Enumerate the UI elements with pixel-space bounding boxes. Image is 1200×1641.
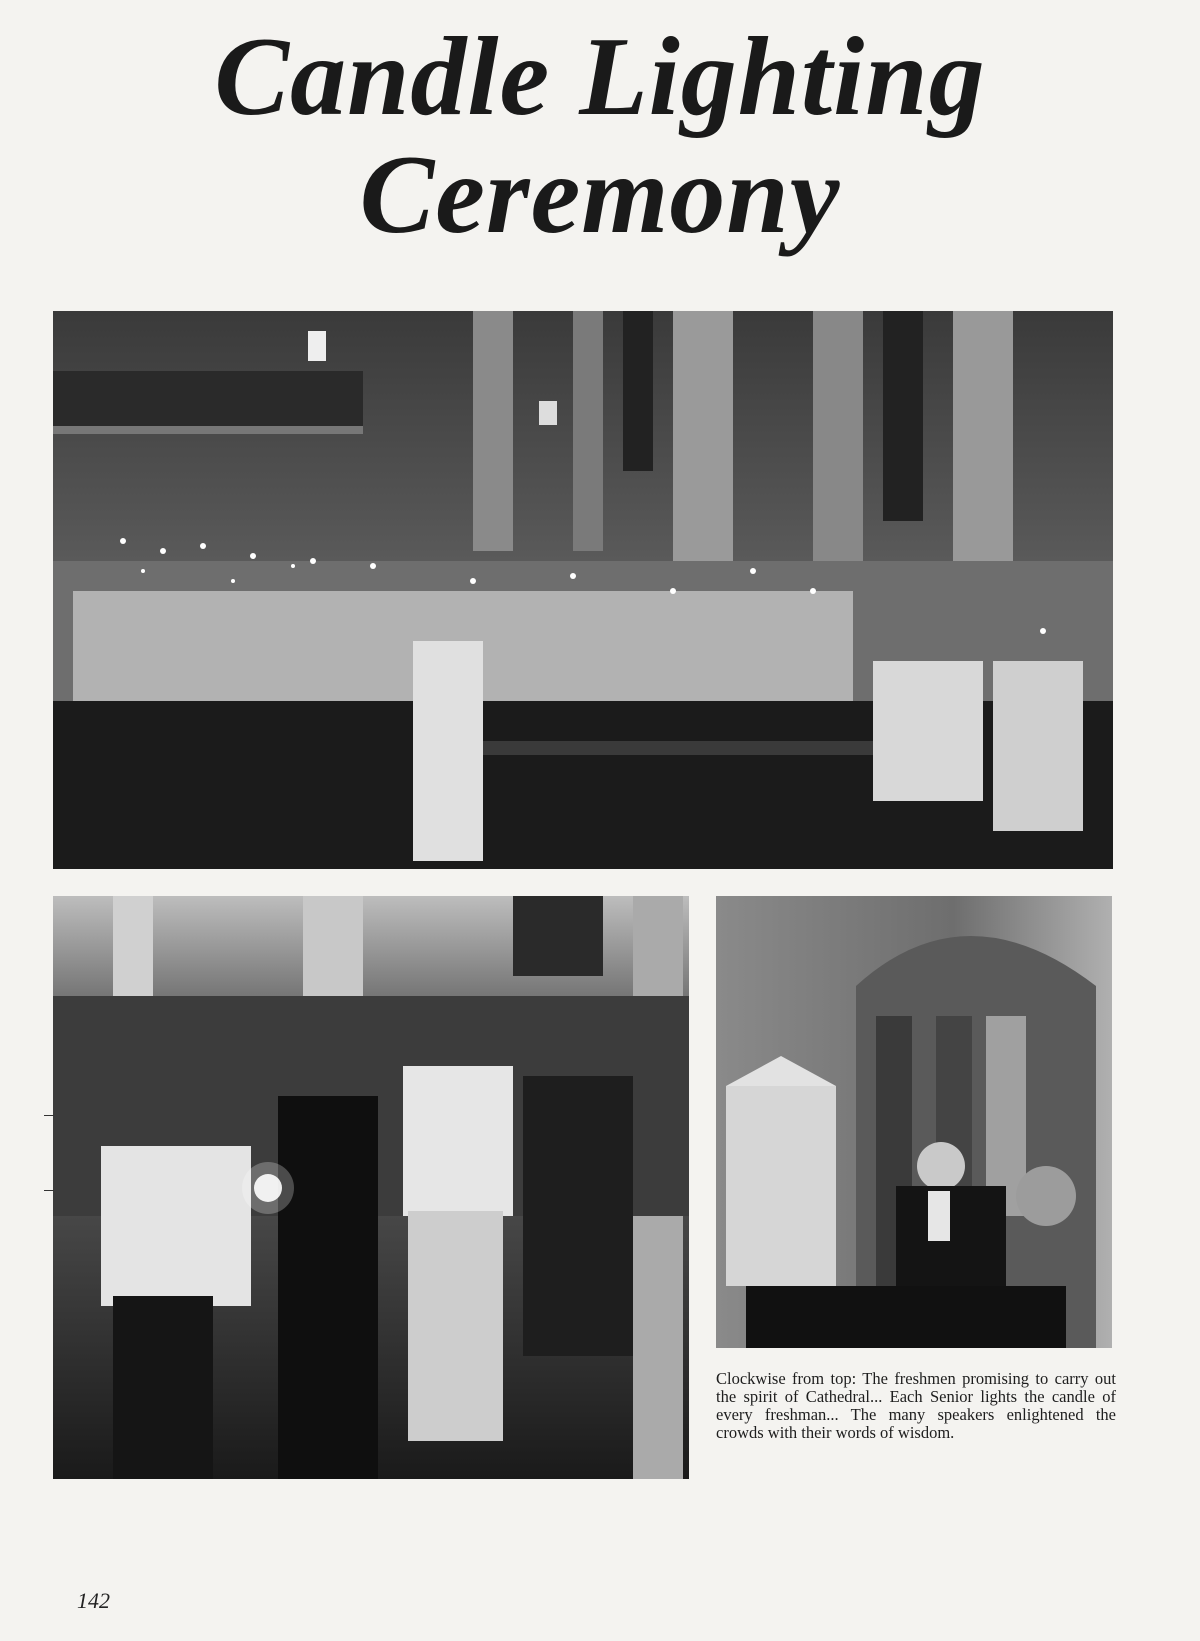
- photo-freshmen-candles-image: [53, 311, 1113, 869]
- photo-speaker-podium-image: [716, 896, 1112, 1348]
- title-line-1: Candle Lighting: [214, 15, 986, 139]
- photo-senior-lights-candle-image: [53, 896, 689, 1479]
- photo-senior-lights-candle: [53, 896, 689, 1479]
- margin-tick: [44, 1115, 54, 1116]
- page-number: 142: [77, 1588, 110, 1613]
- margin-tick: [44, 1190, 54, 1191]
- title-line-2: Ceremony: [359, 133, 841, 257]
- photo-freshmen-candles: [53, 311, 1113, 869]
- page-title: [0, 15, 1200, 257]
- photo-speaker-podium: [716, 896, 1112, 1348]
- photo-caption: Clockwise from top: The freshmen promising to carry out the spirit of Cathedral... Each Senior lights the candle of every freshman... The many speakers enlightened the crowds with their words of wisdom.: [716, 1369, 1116, 1442]
